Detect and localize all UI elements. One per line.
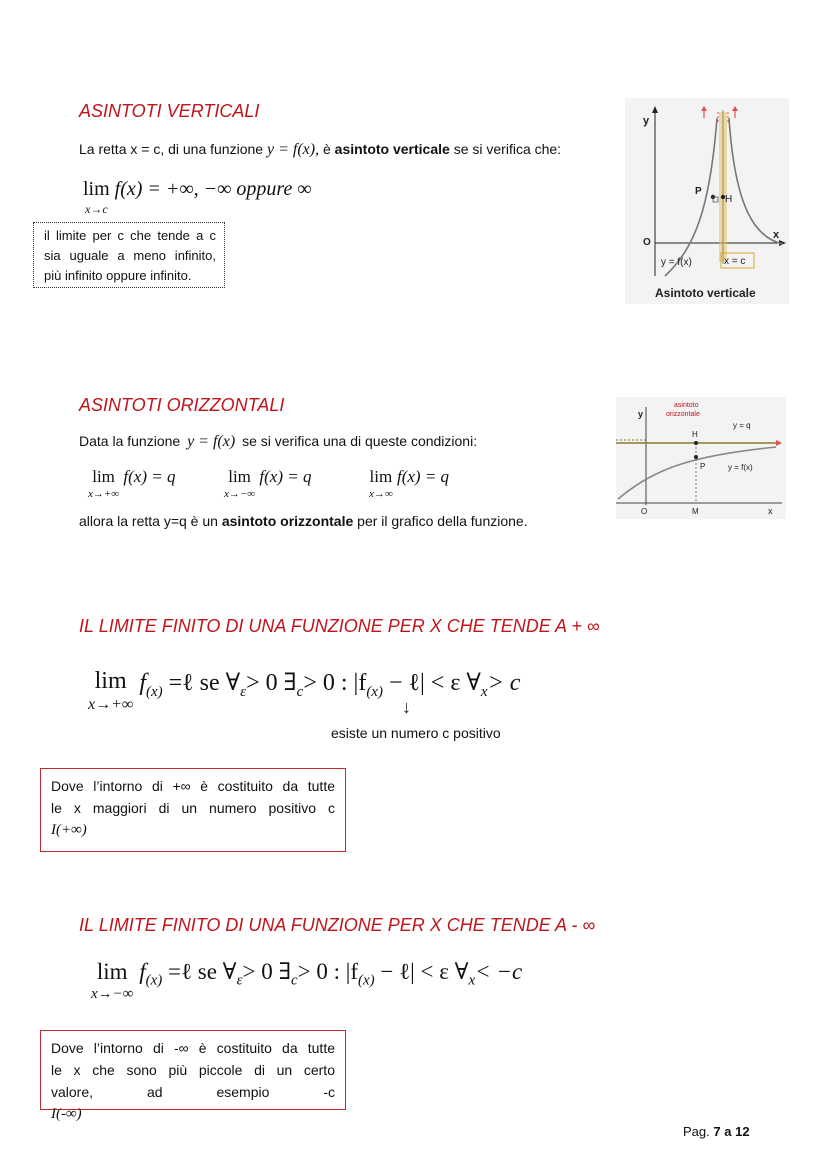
intro-suffix: se si verifica che: [453, 141, 562, 157]
h-label: H [692, 430, 698, 439]
figure-title-2: orizzontale [666, 411, 700, 418]
plus-infinity-note-box [40, 768, 346, 852]
lim-subscript: x→∞ [369, 488, 393, 500]
tail-text: − ℓ| < ε ∀ [382, 670, 481, 696]
end-text: > c [487, 670, 521, 696]
abs-subscript: (x) [357, 972, 375, 989]
vertical-asymptote-graph [625, 98, 789, 304]
yq-label: y = q [733, 421, 751, 430]
note-line: più infinito oppure infinito. [44, 268, 192, 283]
note-line: sia uguale a meno infinito, [44, 248, 216, 263]
f-subscript: (x) [145, 972, 163, 989]
end-text: < −c [475, 959, 523, 984]
page-prefix: Pag. [683, 1124, 710, 1139]
asymptote-label: x = c [724, 256, 746, 267]
m-label: M [692, 507, 699, 516]
point-h [694, 441, 698, 445]
lim-subscript: x→−∞ [224, 488, 256, 500]
y-label: y [638, 409, 644, 419]
abs-subscript: (x) [366, 683, 383, 700]
lim-body: f(x) = q [259, 467, 312, 486]
x-subscript: x [480, 683, 488, 700]
lim-body: f(x) = q [396, 467, 450, 486]
f-symbol: f [139, 959, 146, 984]
note-line: il limite per c che tende a c [44, 228, 216, 243]
section-heading-plus-infinity: IL LIMITE FINITO DI UNA FUNZIONE PER X CHE TENDE A + ∞ [79, 616, 600, 636]
note-last-prefix: valore, ad esempio -c [51, 1084, 335, 1100]
conclusion-bold: asintoto orizzontale [221, 513, 354, 529]
lim-body: f(x) = +∞, −∞ oppure ∞ [114, 178, 312, 200]
origin-label: O [643, 237, 651, 248]
h-label: H [725, 194, 733, 205]
gt-zero: > 0 ∃ [242, 959, 291, 984]
curve-right [729, 118, 783, 244]
intro-bold: asintoto verticale [334, 141, 450, 157]
curve-label: y = f(x) [728, 463, 753, 472]
lim-word: lim [96, 959, 128, 984]
vertical-limit-formula [83, 178, 312, 215]
section-heading-vertical: ASINTOTI VERTICALI [79, 101, 260, 121]
horizontal-asymptote-figure [616, 397, 786, 519]
lim-subscript: x→+∞ [88, 488, 120, 500]
intro-suffix: se si verifica una di queste condizioni: [242, 433, 478, 449]
figure-title-1: asintoto [674, 402, 699, 409]
conclusion-prefix: allora la retta y=q è un [79, 513, 218, 529]
arrow-up-icon [701, 106, 707, 111]
gt-zero: > 0 ∃ [246, 670, 297, 696]
eq-text: =ℓ se ∀ [168, 959, 237, 984]
y-label: y [643, 115, 650, 127]
lim-subscript: x→−∞ [91, 986, 134, 1002]
minus-infinity-definition [91, 959, 522, 1002]
gt-zero-abs: > 0 : |f [303, 670, 367, 696]
conclusion-suffix: per il grafico della funzione. [357, 513, 528, 529]
lim-subscript: x→c [85, 202, 108, 216]
arrow-up-icon [732, 106, 738, 111]
note-line: Dove l’intorno di -∞ è costituito da tutte [51, 1040, 335, 1056]
minus-infinity-note-box [40, 1030, 346, 1122]
lim-word: lim [83, 178, 110, 200]
lim-word: lim [228, 467, 251, 486]
annotation-text: esiste un numero c positivo [331, 725, 501, 741]
tail-text: − ℓ| < ε ∀ [374, 959, 469, 984]
plus-infinity-definition [88, 668, 520, 713]
arrow-right-icon [776, 440, 782, 446]
eq-text: =ℓ se ∀ [168, 670, 241, 696]
origin-label: O [641, 507, 648, 516]
page-mid: a [724, 1124, 732, 1139]
note-formula: I(-∞) [51, 1106, 82, 1122]
section-heading-horizontal: ASINTOTI ORIZZONTALI [79, 395, 285, 415]
curve-label: y = f(x) [661, 257, 692, 268]
horizontal-limit-2 [224, 467, 311, 500]
lim-subscript: x→+∞ [88, 696, 134, 713]
note-last-line [51, 1081, 335, 1125]
epsilon-subscript: ε [236, 972, 243, 989]
c-subscript: c [296, 683, 304, 700]
x-subscript: x [468, 972, 476, 989]
gt-zero-abs: > 0 : |f [297, 959, 358, 984]
f-symbol: f [139, 670, 146, 696]
lim-word: lim [369, 467, 393, 486]
vertical-asymptote-figure [625, 98, 789, 304]
curve-left [665, 118, 717, 276]
note-line: le x maggiori di un numero positivo c [51, 800, 335, 816]
horizontal-intro [79, 433, 477, 451]
p-label: P [695, 186, 702, 197]
section-heading-minus-infinity: IL LIMITE FINITO DI UNA FUNZIONE PER X CHE TENDE A - ∞ [79, 915, 596, 935]
lim-word: lim [92, 467, 115, 486]
page-number [683, 1124, 750, 1139]
page-total: 12 [735, 1124, 750, 1139]
point-p [694, 455, 698, 459]
horizontal-limit-1 [88, 467, 175, 500]
y-axis-arrow-icon [652, 106, 658, 113]
page-current: 7 [713, 1124, 721, 1139]
down-arrow-icon: ↓ [402, 697, 411, 717]
note-line: le x che sono più piccole di un certo [51, 1062, 335, 1078]
c-subscript: c [290, 972, 298, 989]
intro-prefix: La retta x = c, di una funzione [79, 141, 264, 157]
lim-word: lim [94, 668, 127, 694]
epsilon-subscript: ε [240, 683, 247, 700]
lim-body: f(x) = q [123, 467, 176, 486]
x-label: x [768, 506, 773, 516]
intro-mid: è [322, 141, 331, 157]
vertical-note-box [33, 222, 225, 288]
horizontal-conclusion [79, 513, 528, 529]
figure-caption: Asintoto verticale [655, 286, 756, 300]
note-line: Dove l’intorno di +∞ è costituito da tutte [51, 778, 335, 794]
intro-formula: y = f(x), [266, 141, 320, 158]
intro-prefix: Data la funzione [79, 433, 181, 449]
horizontal-asymptote-graph [616, 397, 786, 519]
p-label: P [700, 462, 706, 471]
curve [618, 447, 776, 499]
horizontal-limit-3 [369, 467, 449, 500]
x-label: x [773, 229, 780, 241]
f-subscript: (x) [145, 683, 163, 700]
note-formula: I(+∞) [51, 822, 87, 838]
vertical-intro [79, 141, 561, 159]
intro-formula: y = f(x) [187, 433, 236, 450]
